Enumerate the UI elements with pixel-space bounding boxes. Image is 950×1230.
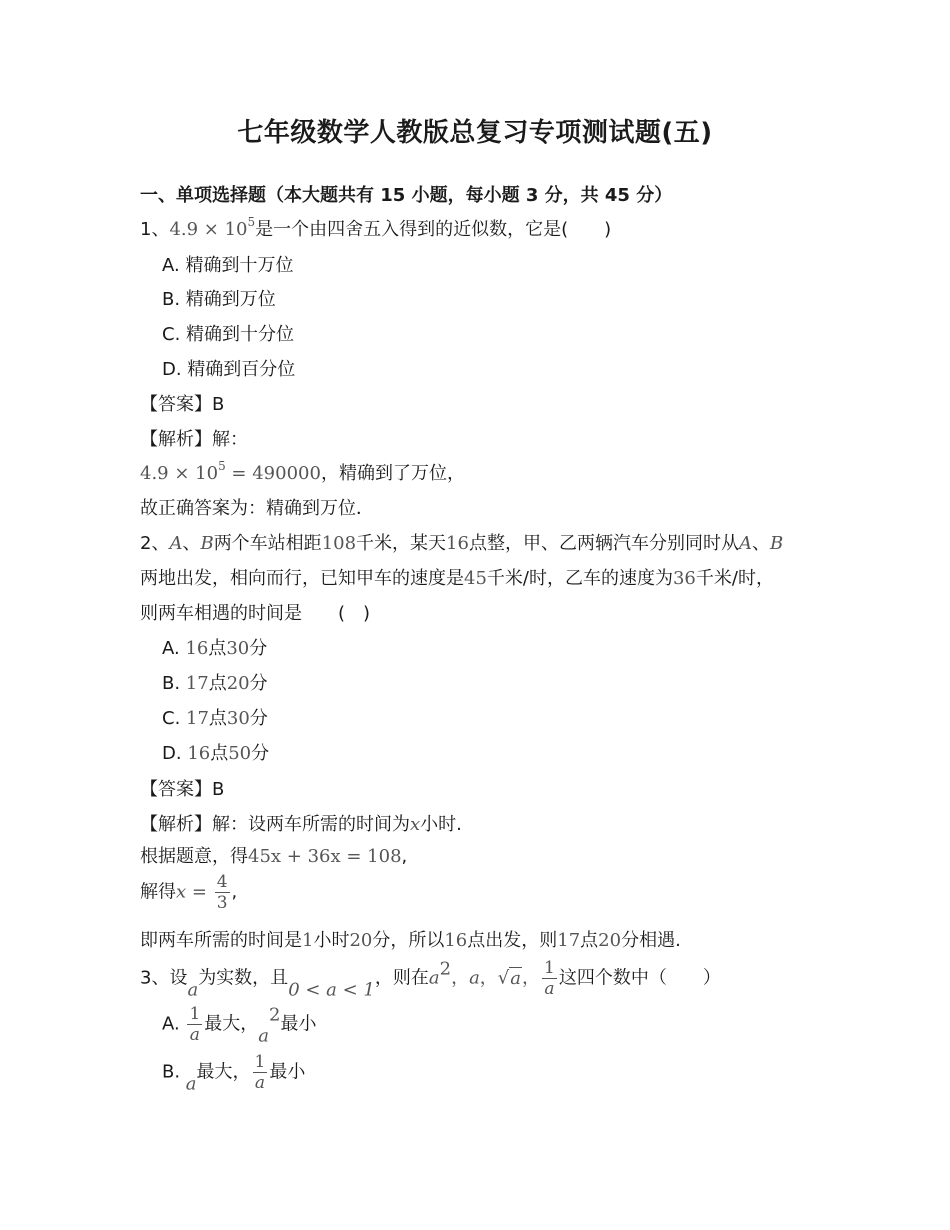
conclusion-line: 故正确答案为：精确到万位． — [140, 498, 374, 519]
analysis-line: 【解析】解：设两车所需的时间为x小时. — [140, 814, 462, 835]
fraction: $\frac{1}{a}$ — [254, 1052, 266, 1093]
option-b: B. a最大， $\frac{1}{a}$ 最小 — [162, 1052, 306, 1095]
math-expression: $4.9 \times 10^5 = 490000$ — [140, 459, 321, 484]
question-2-line-2: 两地出发，相向而行，已知甲车的速度是45千米/时，乙车的速度为36千米/时， — [140, 568, 774, 589]
answer-value: B — [212, 779, 225, 800]
fraction: $\frac{4}{3}$ — [216, 872, 228, 913]
option-d: D. 精确到百分位 — [162, 359, 296, 380]
option-a: A. 16点30分 — [162, 638, 268, 659]
solution-line: 解得x = $\frac{4}{3}$ , — [140, 872, 238, 913]
question-2-line-3: 则两车相遇的时间是 ( ) — [140, 603, 371, 624]
result-line: 即两车所需的时间是1小时20分，所以16点出发，则17点20分相遇. — [140, 930, 681, 951]
question-2-stem: 2、A、B两个车站相距108千米，某天16点整，甲、乙两辆汽车分别同时从A、B — [140, 533, 784, 554]
option-c: C. 17点30分 — [162, 708, 268, 729]
page-title: 七年级数学人教版总复习专项测试题(五) — [237, 118, 713, 148]
option-c: C. 精确到十分位 — [162, 324, 295, 345]
option-b: B. 精确到万位 — [162, 289, 276, 310]
question-number: 1、 — [140, 219, 170, 240]
equation-line: 根据题意，得45x + 36x = 108, — [140, 846, 408, 867]
section-heading: 一、单项选择题（本大题共有 15 小题，每小题 3 分，共 45 分） — [140, 185, 673, 206]
answer-line: 【答案】B — [140, 779, 225, 800]
option-b: B. 17点20分 — [162, 673, 268, 694]
option-a: A. 精确到十万位 — [162, 255, 294, 276]
analysis-line: 【解析】解： — [140, 429, 248, 450]
question-3-stem: 3、设a为实数，且0 < a < 1，则在$a^2$，a，√a， $\frac{1}{a}$ 这四个数中（ ） — [140, 958, 721, 1001]
calculation-line: $4.9 \times 10^5 = 490000$，精确到了万位， — [140, 459, 465, 484]
question-text: 是一个由四舍五入得到的近似数，它是( ) — [255, 219, 612, 240]
answer-line: 【答案】B — [140, 394, 225, 415]
option-a: A. $\frac{1}{a}$ 最大，$a^2$最小 — [162, 1004, 317, 1047]
fraction: $\frac{1}{a}$ — [189, 1004, 201, 1045]
answer-value: B — [212, 394, 225, 415]
fraction: $\frac{1}{a}$ — [544, 958, 555, 999]
question-1-stem — [140, 215, 612, 242]
option-d: D. 16点50分 — [162, 743, 270, 764]
math-expression: $4.9 \times 10^5$ — [169, 215, 256, 240]
